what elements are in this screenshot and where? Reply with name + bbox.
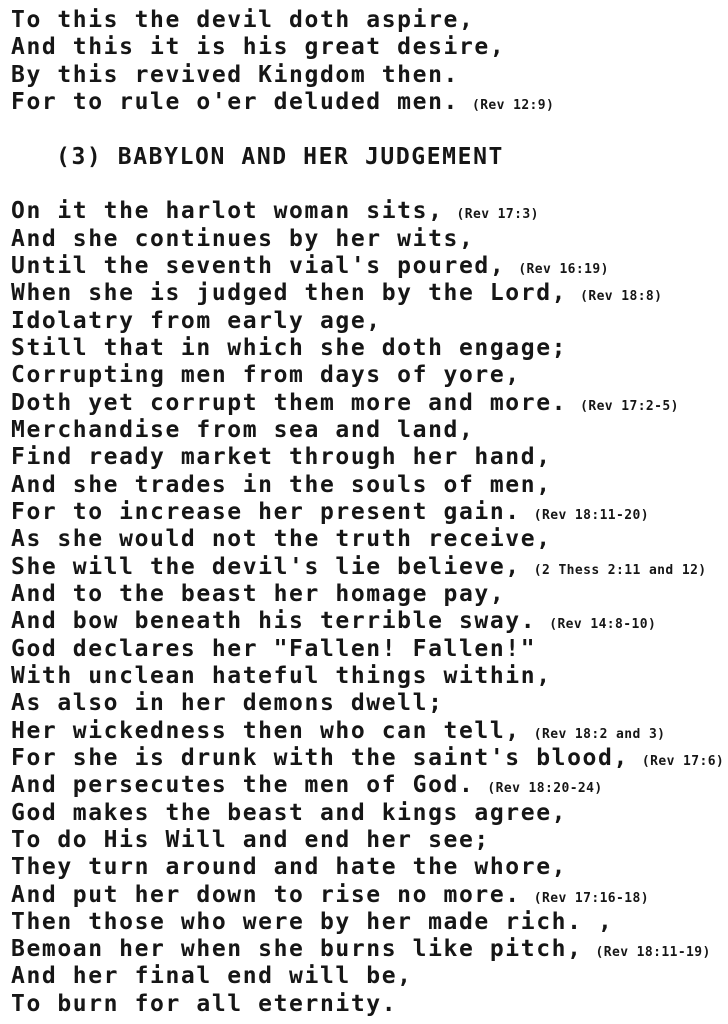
- scripture-reference: (Rev 18:20-24): [487, 781, 603, 797]
- poem-line: [11, 89, 728, 116]
- poem-line-text: Find ready market through her hand,: [11, 444, 552, 471]
- poem-line: [11, 308, 728, 335]
- poem-line-text: Still that in which she doth engage;: [11, 334, 568, 361]
- poem-line-text: And put her down to rise no more.: [11, 881, 521, 908]
- scripture-reference: (Rev 14:8-10): [549, 617, 657, 633]
- scripture-reference: (Rev 17:3): [456, 207, 539, 223]
- poem-line-text: With unclean hateful things within,: [11, 662, 552, 689]
- poem-line: [11, 362, 728, 389]
- poem-line: [11, 280, 728, 307]
- poem-line-text: Bemoan her when she burns like pitch,: [11, 936, 583, 963]
- scripture-reference: (Rev 18:11-19): [595, 945, 711, 961]
- poem-line: [11, 499, 728, 526]
- scripture-reference: (Rev 17:6): [641, 753, 725, 769]
- poem-line-text: For she is drunk with the saint's blood,: [11, 744, 629, 771]
- poem-line-text: For to increase her present gain.: [11, 498, 521, 525]
- poem-line-text: And she trades in the souls of men,: [11, 471, 552, 498]
- poem-line: [11, 390, 728, 417]
- poem-line: [11, 417, 728, 444]
- scripture-reference: (2 Thess 2:11 and 12): [533, 562, 707, 578]
- poem-line-text: Her wickedness then who can tell,: [11, 717, 521, 744]
- poem-line: [11, 636, 728, 663]
- poem-line: [11, 690, 728, 717]
- poem-line-text: To burn for all eternity.: [11, 990, 398, 1017]
- poem-line-text: As she would not the truth receive,: [11, 526, 552, 553]
- poem-line-text: When she is judged then by the Lord,: [11, 280, 568, 307]
- poem-stanza-2: [11, 198, 728, 1018]
- poem-line-text: God declares her "Fallen! Fallen!": [11, 635, 537, 662]
- poem-line-text: By this revived Kingdom then.: [11, 61, 459, 88]
- poem-line: [11, 34, 728, 61]
- poem-line-text: They turn around and hate the whore,: [11, 854, 568, 881]
- poem-line-text: God makes the beast and kings agree,: [11, 799, 568, 826]
- poem-line: [11, 581, 728, 608]
- poem-line-text: Corrupting men from days of yore,: [11, 362, 521, 389]
- poem-stanza-1: [11, 7, 728, 116]
- poem-line-text: And she continues by her wits,: [11, 225, 475, 252]
- poem-line-text: And her final end will be,: [11, 963, 413, 990]
- poem-line-text: And persecutes the men of God.: [11, 772, 475, 799]
- poem-line-text: Doth yet corrupt them more and more.: [11, 389, 568, 416]
- poem-line-text: To this the devil doth aspire,: [11, 7, 475, 33]
- blank-line: [11, 171, 728, 198]
- poem-line: [11, 335, 728, 362]
- poem-line: [11, 772, 728, 799]
- poem-line: [11, 991, 728, 1018]
- poem-line: [11, 226, 728, 253]
- scripture-reference: (Rev 18:11-20): [533, 507, 649, 523]
- poem-line-text: And this it is his great desire,: [11, 34, 506, 61]
- poem-line-text: Merchandise from sea and land,: [11, 416, 475, 443]
- poem-line-text: To do His Will and end her see;: [11, 826, 490, 853]
- poem-line: [11, 663, 728, 690]
- poem-line: [11, 554, 728, 581]
- poem-line: [11, 963, 728, 990]
- poem-line: [11, 608, 728, 635]
- poem-line: [11, 472, 728, 499]
- poem-line-text: And to the beast her homage pay,: [11, 580, 506, 607]
- poem-line: [11, 444, 728, 471]
- poem-line-text: She will the devil's lie believe,: [11, 553, 521, 580]
- section-heading: (3) BABYLON AND HER JUDGEMENT: [56, 143, 504, 170]
- scripture-reference: (Rev 17:16-18): [533, 890, 649, 906]
- poem-line: [11, 827, 728, 854]
- scripture-reference: (Rev 12:9): [471, 97, 555, 113]
- poem-line-text: As also in her demons dwell;: [11, 690, 444, 717]
- poem-line-text: Then those who were by her made rich. ,: [11, 908, 614, 935]
- poem-line: [11, 882, 728, 909]
- poem-line: [11, 718, 728, 745]
- poem-line-text: On it the harlot woman sits,: [11, 198, 444, 225]
- scripture-reference: (Rev 16:19): [518, 261, 609, 277]
- poem-line: [11, 800, 728, 827]
- scripture-reference: (Rev 17:2-5): [580, 398, 679, 414]
- poem-line: [11, 936, 728, 963]
- poem-line-text: Idolatry from early age,: [11, 307, 382, 334]
- poem-line: [11, 253, 728, 280]
- poem-line: [11, 526, 728, 553]
- poem-line: [11, 7, 728, 34]
- poem-line: [11, 745, 728, 772]
- scripture-reference: (Rev 18:8): [580, 289, 663, 305]
- poem-line-text: And bow beneath his terrible sway.: [11, 608, 537, 635]
- blank-line: [11, 116, 728, 143]
- poem-line: [11, 854, 728, 881]
- poem-line-text: For to rule o'er deluded men.: [11, 88, 459, 115]
- poem-line-text: Until the seventh vial's poured,: [11, 252, 506, 279]
- poem-line: [11, 62, 728, 89]
- poem-line: [11, 909, 728, 936]
- scripture-reference: (Rev 18:2 and 3): [533, 726, 666, 742]
- poem-line: [11, 198, 728, 225]
